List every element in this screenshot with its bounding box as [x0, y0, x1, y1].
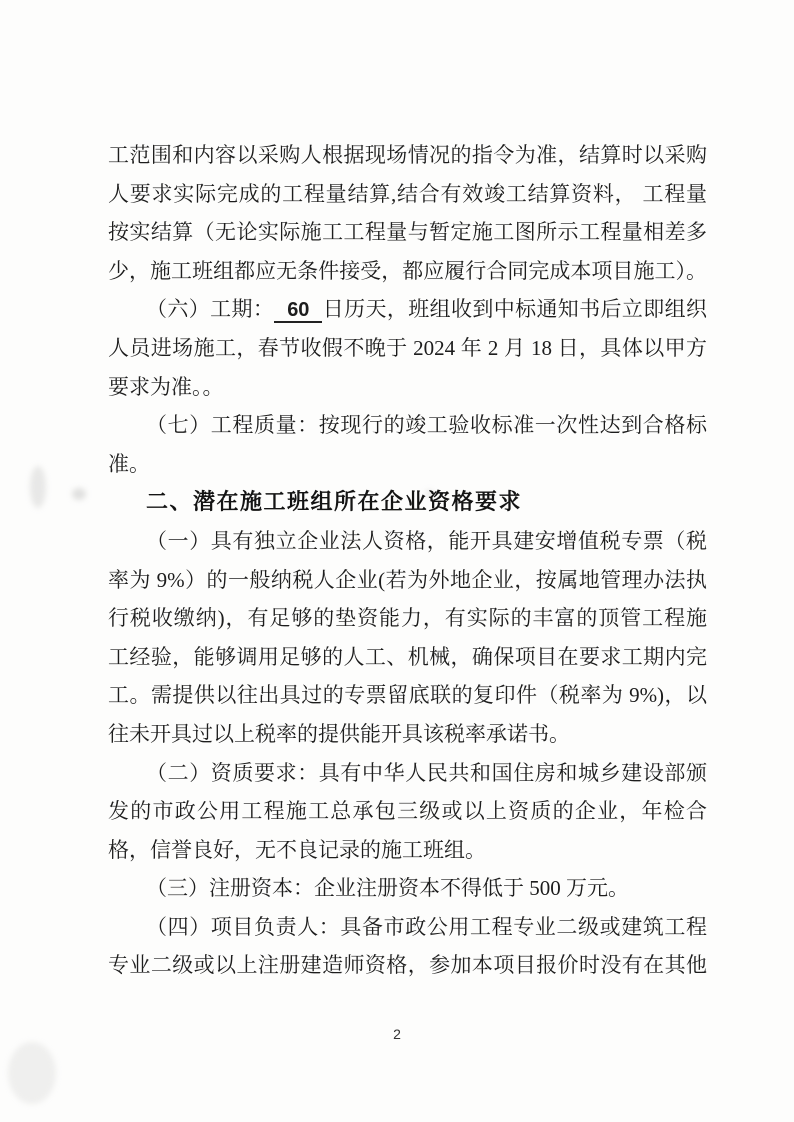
text-line — [108, 368, 707, 407]
text-segment: （六）工期： — [146, 297, 275, 322]
text-segment: 行税收缴纳)，有足够的垫资能力，有实际的丰富的顶管工程施 — [108, 606, 707, 631]
text-line — [108, 136, 707, 175]
text-line — [108, 175, 707, 214]
text-segment: 少，施工班组都应无条件接受，都应履行合同完成本项目施工）。 — [108, 258, 707, 283]
text-line — [108, 290, 707, 329]
text-segment: （四）项目负责人：具备市政公用工程专业二级或建筑工程 — [146, 914, 707, 939]
text-segment: （七）工程质量：按现行的竣工验收标准一次性达到合格标 — [146, 413, 707, 438]
text-segment: 工。需提供以往出具过的专票留底联的复印件（税率为 9%)，以 — [108, 683, 707, 708]
text-segment: 格，信誉良好，无不良记录的施工班组。 — [108, 837, 486, 862]
text-segment: 工范围和内容以采购人根据现场情况的指令为准，结算时以采购 — [108, 143, 707, 167]
text-line — [108, 561, 707, 600]
section-heading — [108, 483, 707, 522]
text-segment: 往未开具过以上税率的提供能开具该税率承诺书。 — [108, 721, 570, 746]
text-segment: 率为 9%）的一般纳税人企业(若为外地企业，按属地管理办法执 — [108, 567, 707, 592]
paragraph — [108, 290, 707, 406]
text-segment: 二、潜在施工班组所在企业资格要求 — [146, 489, 523, 515]
scan-smudge — [72, 488, 86, 500]
document-body — [108, 136, 707, 985]
text-segment: 人员进场施工，春节收假不晚于 2024 年 2 月 18 日，具体以甲方 — [108, 335, 707, 360]
text-line — [108, 445, 707, 484]
text-line — [108, 638, 707, 677]
text-segment: 要求为准。。 — [108, 374, 224, 399]
text-line — [108, 908, 707, 947]
text-segment: 按实结算（无论实际施工工程量与暂定施工图所示工程量相差多 — [108, 220, 707, 245]
text-line — [108, 946, 707, 985]
scan-smudge — [30, 466, 46, 508]
scan-smudge — [8, 1042, 56, 1104]
text-line — [108, 252, 707, 291]
text-line — [108, 522, 707, 561]
text-segment: 人要求实际完成的工程量结算,结合有效竣工结算资料， 工程量 — [108, 181, 707, 206]
text-segment: （二）资质要求：具有中华人民共和国住房和城乡建设部颁 — [146, 760, 707, 785]
text-segment: 日历天，班组收到中标通知书后立即组织 — [322, 297, 707, 322]
text-line — [108, 329, 707, 368]
text-line — [108, 483, 707, 522]
text-line — [108, 715, 707, 754]
text-line — [108, 869, 707, 908]
paragraph — [108, 869, 707, 908]
text-segment: （三）注册资本：企业注册资本不得低于 500 万元。 — [146, 876, 629, 901]
text-segment: （一）具有独立企业法人资格，能开具建安增值税专票（税 — [146, 528, 707, 553]
text-line — [108, 676, 707, 715]
paragraph — [108, 136, 707, 290]
paragraph — [108, 522, 707, 754]
text-line — [108, 599, 707, 638]
paragraph — [108, 406, 707, 483]
text-line — [108, 406, 707, 445]
text-segment: 工经验，能够调用足够的人工、机械，确保项目在要求工期内完 — [108, 644, 707, 669]
text-line — [108, 792, 707, 831]
text-line — [108, 831, 707, 870]
underlined-value: 60 — [274, 299, 322, 323]
text-line — [108, 213, 707, 252]
paragraph — [108, 908, 707, 985]
paragraph — [108, 754, 707, 870]
text-line — [108, 754, 707, 793]
text-segment: 发的市政公用工程施工总承包三级或以上资质的企业，年检合 — [108, 799, 707, 824]
page-number: 2 — [393, 1026, 401, 1042]
text-segment: 专业二级或以上注册建造师资格，参加本项目报价时没有在其他 — [108, 953, 707, 978]
text-segment: 准。 — [108, 451, 150, 476]
